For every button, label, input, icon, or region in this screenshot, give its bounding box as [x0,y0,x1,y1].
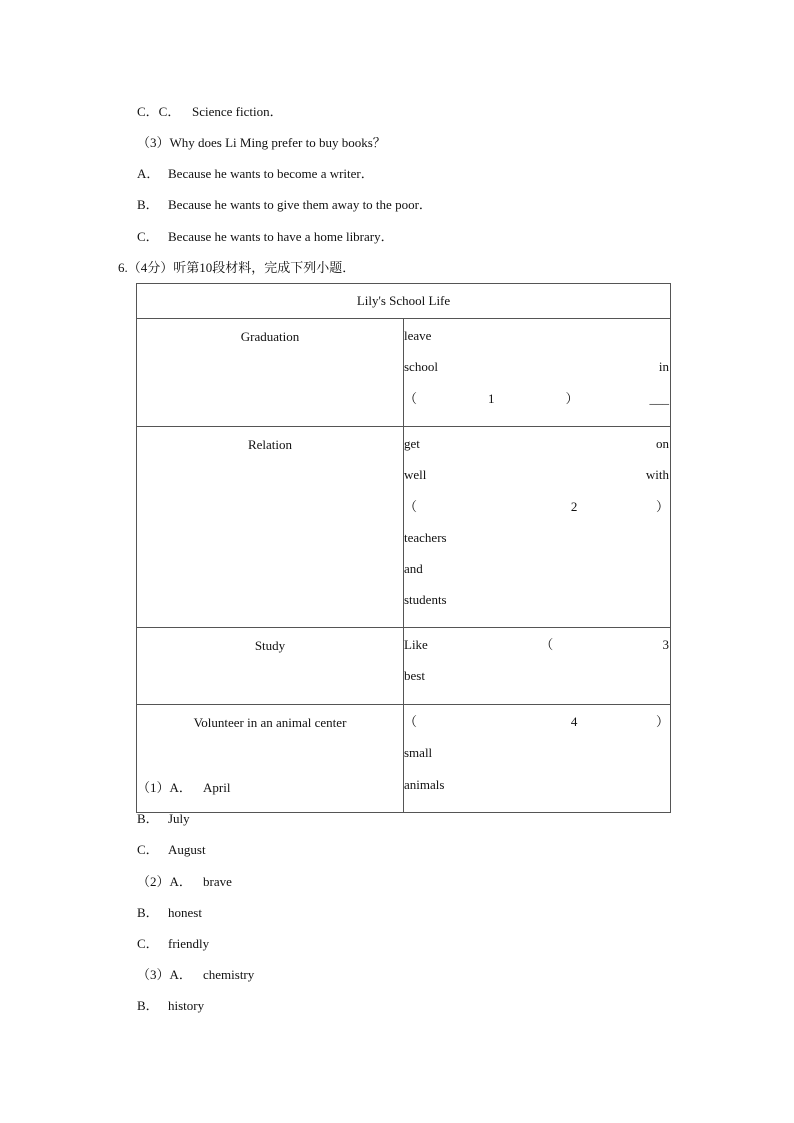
option-label: （2）A． [137,874,192,889]
detail-line: animals [404,776,445,792]
option-label: （3）A． [137,967,192,982]
row-label: Relation [137,427,404,628]
option-b [137,197,432,213]
table-title: Lily's School Life [137,284,671,319]
row-label: Graduation [137,319,404,427]
answer-option [137,874,232,890]
option-label: C． [137,842,159,857]
option-text: chemistry [203,967,255,982]
option-label: B． [137,811,159,826]
option-text: history [168,998,205,1013]
table-row [137,319,671,427]
detail-line: （ 4 ） [404,714,669,729]
detail-line: Like （3 [404,637,669,652]
answer-option [137,967,254,983]
option-label: B． [137,197,159,212]
option-label: A． [137,166,160,181]
option-label: （1）A． [137,780,192,795]
detail-line: （ 2 ） [404,498,669,514]
question-6-heading: 6.（4分）听第10段材料，完成下列小题． [118,260,356,275]
option-text: Science fiction． [192,104,283,119]
option-label: C． [137,936,159,951]
detail-line: teachers [404,529,447,545]
detail-line: best [404,668,425,684]
option-text: honest [168,905,202,920]
option-text: April [203,780,231,795]
detail-line: small [404,745,433,761]
table-row [137,628,671,705]
detail-line: and [404,561,423,577]
answer-option [137,842,206,858]
option-label: B． [137,998,159,1013]
row-detail [404,628,671,705]
answer-option [137,905,202,921]
row-label: Volunteer in an animal center [137,705,404,813]
option-label: B． [137,905,159,920]
detail-line: students [404,592,447,608]
answer-option [137,811,190,827]
option-a [137,166,374,182]
option-text: friendly [168,936,210,951]
detail-line: （1）___ [404,390,669,406]
row-label: Study [137,628,404,705]
answer-option [137,780,230,796]
detail-line: get on [404,436,669,451]
answer-option [137,998,204,1014]
option-text: brave [203,874,232,889]
row-detail [404,427,671,628]
option-c-prev [137,104,283,120]
row-detail [404,319,671,427]
option-text: Because he wants to become a writer． [168,166,374,181]
school-life-table [136,283,671,813]
option-text: Because he wants to give them away to the poor． [168,197,432,212]
table-row [137,427,671,628]
table-row [137,705,671,813]
option-label: C． [137,229,159,244]
option-c [137,229,394,245]
detail-line: school in [404,359,669,375]
option-text: Because he wants to have a home library． [168,229,394,244]
sub-question-3: （3）Why does Li Ming prefer to buy books？ [137,135,386,150]
option-text: July [168,811,190,826]
answer-option [137,936,209,952]
option-label: C．C． [137,104,181,119]
detail-line: leave [404,328,432,343]
detail-line: well with [404,467,669,483]
option-text: August [168,842,206,857]
row-detail [404,705,671,813]
